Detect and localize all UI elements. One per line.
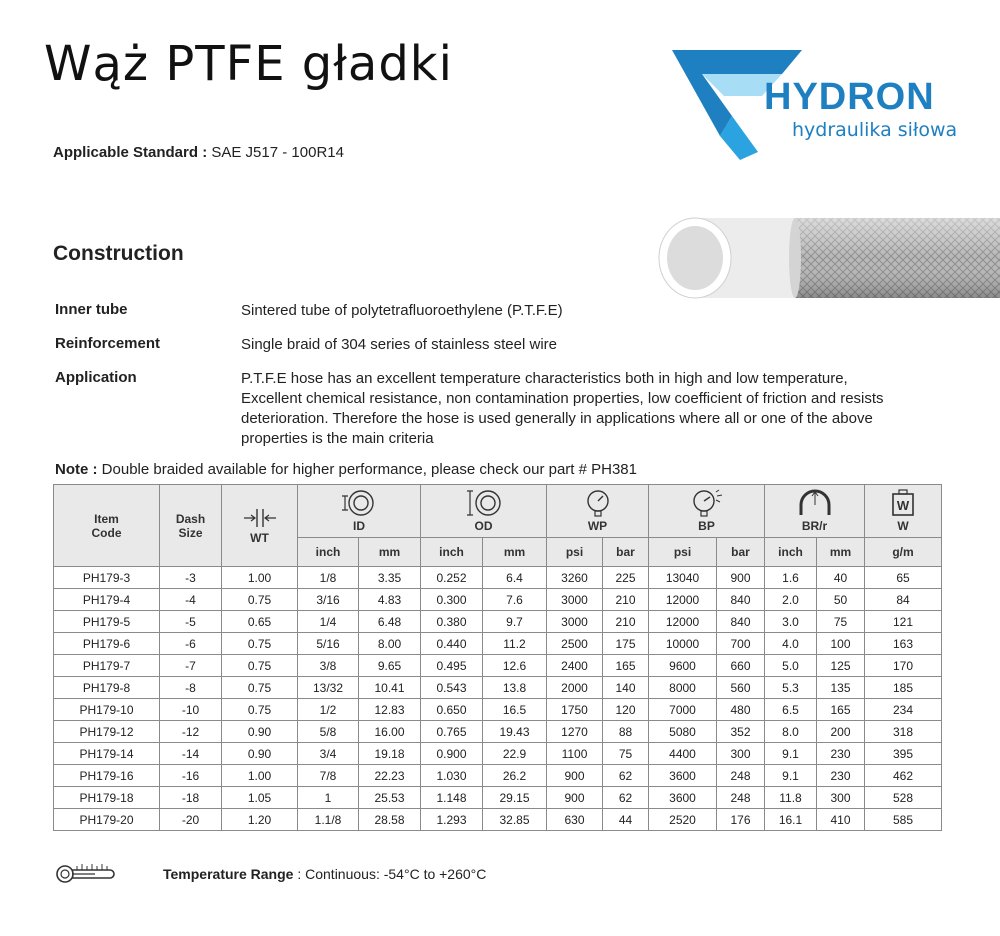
- table-cell: 75: [817, 611, 865, 633]
- table-cell: 1.1/8: [298, 809, 359, 831]
- note: [55, 461, 637, 478]
- table-cell: 0.65: [222, 611, 298, 633]
- table-cell: 5080: [649, 721, 717, 743]
- table-cell: 3.35: [359, 567, 421, 589]
- table-cell: 50: [817, 589, 865, 611]
- table-cell: 1.030: [421, 765, 483, 787]
- table-cell: 9.65: [359, 655, 421, 677]
- table-cell: 3000: [547, 611, 603, 633]
- reinforcement-value: Single braid of 304 series of stainless steel wire: [241, 336, 557, 353]
- table-cell: 7000: [649, 699, 717, 721]
- table-row: [54, 589, 942, 611]
- bend-radius-icon: [795, 489, 835, 517]
- table-cell: 0.90: [222, 743, 298, 765]
- table-cell: 0.495: [421, 655, 483, 677]
- temperature-value: : Continuous: -54°C to +260°C: [297, 866, 487, 882]
- table-cell: 9.7: [483, 611, 547, 633]
- table-cell: -7: [160, 655, 222, 677]
- table-cell: 840: [717, 589, 765, 611]
- table-cell: PH179-3: [54, 567, 160, 589]
- table-cell: 210: [603, 611, 649, 633]
- inner-diameter-icon: [339, 489, 379, 517]
- table-cell: 65: [865, 567, 942, 589]
- table-cell: PH179-7: [54, 655, 160, 677]
- header-wp: [547, 485, 649, 538]
- table-cell: 234: [865, 699, 942, 721]
- table-cell: -18: [160, 787, 222, 809]
- note-label: Note :: [55, 461, 98, 478]
- table-cell: 9.1: [765, 743, 817, 765]
- table-cell: 5/8: [298, 721, 359, 743]
- header-w: [865, 485, 942, 538]
- table-cell: -12: [160, 721, 222, 743]
- table-cell: 3/16: [298, 589, 359, 611]
- temperature-label: Temperature Range: [163, 866, 294, 882]
- table-cell: 560: [717, 677, 765, 699]
- unit-header: bar: [717, 538, 765, 567]
- table-cell: 2000: [547, 677, 603, 699]
- unit-header: bar: [603, 538, 649, 567]
- table-cell: 230: [817, 743, 865, 765]
- table-cell: 3260: [547, 567, 603, 589]
- table-cell: 170: [865, 655, 942, 677]
- table-cell: 225: [603, 567, 649, 589]
- table-cell: 900: [547, 765, 603, 787]
- table-cell: 0.90: [222, 721, 298, 743]
- burst-gauge-icon: [689, 489, 725, 517]
- table-cell: 585: [865, 809, 942, 831]
- table-cell: 5.3: [765, 677, 817, 699]
- table-cell: 165: [817, 699, 865, 721]
- table-cell: -5: [160, 611, 222, 633]
- table-cell: 1750: [547, 699, 603, 721]
- table-cell: 1.6: [765, 567, 817, 589]
- table-cell: 2500: [547, 633, 603, 655]
- table-cell: 0.75: [222, 655, 298, 677]
- table-cell: 62: [603, 787, 649, 809]
- table-cell: -20: [160, 809, 222, 831]
- table-cell: 300: [817, 787, 865, 809]
- table-cell: 1270: [547, 721, 603, 743]
- table-cell: 9.1: [765, 765, 817, 787]
- unit-header: inch: [765, 538, 817, 567]
- table-row: [54, 743, 942, 765]
- table-cell: 22.9: [483, 743, 547, 765]
- table-cell: 25.53: [359, 787, 421, 809]
- table-cell: 16.5: [483, 699, 547, 721]
- table-cell: 352: [717, 721, 765, 743]
- w-label: W: [897, 519, 909, 533]
- table-cell: 125: [817, 655, 865, 677]
- table-cell: 5.0: [765, 655, 817, 677]
- table-row: [54, 677, 942, 699]
- standard-value: SAE J517 - 100R14: [211, 144, 344, 161]
- table-cell: 7.6: [483, 589, 547, 611]
- table-row: [54, 611, 942, 633]
- table-cell: -14: [160, 743, 222, 765]
- weight-icon: [890, 489, 916, 517]
- table-cell: -16: [160, 765, 222, 787]
- table-cell: PH179-4: [54, 589, 160, 611]
- table-cell: 75: [603, 743, 649, 765]
- table-cell: 1.00: [222, 765, 298, 787]
- table-cell: 4400: [649, 743, 717, 765]
- table-cell: -8: [160, 677, 222, 699]
- table-cell: 318: [865, 721, 942, 743]
- unit-header: psi: [649, 538, 717, 567]
- table-cell: 121: [865, 611, 942, 633]
- temperature-range: [163, 866, 486, 882]
- header-bp: [649, 485, 765, 538]
- table-cell: 16.00: [359, 721, 421, 743]
- table-row: [54, 699, 942, 721]
- table-row: [54, 765, 942, 787]
- thermometer-icon: [55, 858, 115, 886]
- table-row: [54, 721, 942, 743]
- application-value: [241, 369, 941, 449]
- applicable-standard: [53, 144, 344, 161]
- table-cell: 840: [717, 611, 765, 633]
- table-cell: 88: [603, 721, 649, 743]
- table-cell: 1100: [547, 743, 603, 765]
- logo-name: HYDRON: [764, 76, 935, 118]
- table-cell: PH179-8: [54, 677, 160, 699]
- table-cell: 8000: [649, 677, 717, 699]
- table-cell: PH179-18: [54, 787, 160, 809]
- application-line: Excellent chemical resistance, non contamination properties, low coefficient of friction and resists: [241, 390, 884, 407]
- header-br: [765, 485, 865, 538]
- table-cell: -3: [160, 567, 222, 589]
- outer-diameter-icon: [464, 489, 504, 517]
- table-cell: 2400: [547, 655, 603, 677]
- table-cell: 26.2: [483, 765, 547, 787]
- table-cell: PH179-20: [54, 809, 160, 831]
- pressure-gauge-icon: [583, 489, 613, 517]
- table-cell: PH179-12: [54, 721, 160, 743]
- table-cell: 480: [717, 699, 765, 721]
- table-cell: 0.440: [421, 633, 483, 655]
- table-cell: 0.75: [222, 677, 298, 699]
- specification-table: [53, 484, 942, 831]
- table-cell: 13040: [649, 567, 717, 589]
- table-cell: 22.23: [359, 765, 421, 787]
- table-row: [54, 809, 942, 831]
- table-cell: 0.75: [222, 699, 298, 721]
- table-cell: 6.5: [765, 699, 817, 721]
- table-cell: -6: [160, 633, 222, 655]
- wp-label: WP: [587, 519, 608, 533]
- table-cell: 8.0: [765, 721, 817, 743]
- table-cell: 11.8: [765, 787, 817, 809]
- table-cell: 1: [298, 787, 359, 809]
- id-label: ID: [353, 519, 365, 533]
- table-cell: 410: [817, 809, 865, 831]
- logo-tagline: hydraulika siłowa: [792, 119, 958, 141]
- table-cell: 175: [603, 633, 649, 655]
- table-cell: 0.380: [421, 611, 483, 633]
- note-text: Double braided available for higher performance, please check our part # PH381: [101, 461, 637, 478]
- hose-image: [655, 212, 1000, 304]
- table-cell: 32.85: [483, 809, 547, 831]
- table-row: [54, 655, 942, 677]
- table-cell: 3/8: [298, 655, 359, 677]
- table-cell: 3/4: [298, 743, 359, 765]
- table-cell: PH179-6: [54, 633, 160, 655]
- header-id: [298, 485, 421, 538]
- table-cell: 135: [817, 677, 865, 699]
- table-cell: PH179-16: [54, 765, 160, 787]
- table-cell: 163: [865, 633, 942, 655]
- table-cell: 1.293: [421, 809, 483, 831]
- table-cell: 700: [717, 633, 765, 655]
- table-cell: 19.18: [359, 743, 421, 765]
- unit-header: psi: [547, 538, 603, 567]
- table-cell: 28.58: [359, 809, 421, 831]
- table-cell: 2.0: [765, 589, 817, 611]
- svg-text:W: W: [896, 498, 910, 513]
- table-cell: 120: [603, 699, 649, 721]
- table-cell: 19.43: [483, 721, 547, 743]
- table-cell: 4.83: [359, 589, 421, 611]
- table-cell: 12.6: [483, 655, 547, 677]
- inner-tube-value: Sintered tube of polytetrafluoroethylene (P.T.F.E): [241, 302, 563, 319]
- header-wt: [222, 485, 298, 567]
- table-cell: 13/32: [298, 677, 359, 699]
- unit-header: mm: [817, 538, 865, 567]
- table-cell: 6.48: [359, 611, 421, 633]
- table-cell: 0.765: [421, 721, 483, 743]
- table-cell: PH179-14: [54, 743, 160, 765]
- table-cell: PH179-10: [54, 699, 160, 721]
- table-cell: 528: [865, 787, 942, 809]
- table-cell: 7/8: [298, 765, 359, 787]
- table-cell: 100: [817, 633, 865, 655]
- table-cell: 1.05: [222, 787, 298, 809]
- table-cell: 13.8: [483, 677, 547, 699]
- table-cell: 2520: [649, 809, 717, 831]
- header-od: [421, 485, 547, 538]
- table-cell: 62: [603, 765, 649, 787]
- table-cell: 3600: [649, 787, 717, 809]
- application-label: Application: [55, 369, 137, 386]
- bp-label: BP: [698, 519, 715, 533]
- table-cell: 3.0: [765, 611, 817, 633]
- table-cell: 248: [717, 765, 765, 787]
- table-cell: 0.650: [421, 699, 483, 721]
- table-cell: 630: [547, 809, 603, 831]
- table-cell: 185: [865, 677, 942, 699]
- table-cell: 0.543: [421, 677, 483, 699]
- unit-header: inch: [298, 538, 359, 567]
- unit-header: inch: [421, 538, 483, 567]
- wt-label: WT: [250, 530, 269, 545]
- table-cell: 660: [717, 655, 765, 677]
- table-row: [54, 567, 942, 589]
- table-cell: 3000: [547, 589, 603, 611]
- page-title: Wąż PTFE gładki: [44, 36, 453, 92]
- table-cell: 12.83: [359, 699, 421, 721]
- table-cell: 176: [717, 809, 765, 831]
- table-cell: 248: [717, 787, 765, 809]
- table-row: [54, 633, 942, 655]
- inner-tube-label: Inner tube: [55, 301, 128, 318]
- table-cell: 40: [817, 567, 865, 589]
- unit-header: mm: [359, 538, 421, 567]
- table-cell: -10: [160, 699, 222, 721]
- table-cell: 300: [717, 743, 765, 765]
- table-cell: 6.4: [483, 567, 547, 589]
- table-cell: 10000: [649, 633, 717, 655]
- table-cell: 44: [603, 809, 649, 831]
- table-cell: 84: [865, 589, 942, 611]
- table-cell: 1.148: [421, 787, 483, 809]
- table-cell: 165: [603, 655, 649, 677]
- table-cell: 0.300: [421, 589, 483, 611]
- table-cell: 200: [817, 721, 865, 743]
- table-cell: 210: [603, 589, 649, 611]
- table-cell: 230: [817, 765, 865, 787]
- header-item-code: Item Code: [54, 485, 160, 567]
- table-cell: 16.1: [765, 809, 817, 831]
- application-line: deterioration. Therefore the hose is used generally in applications where all or one of the above: [241, 410, 873, 427]
- br-label: BR/r: [801, 519, 828, 533]
- od-label: OD: [474, 519, 493, 533]
- table-cell: 9600: [649, 655, 717, 677]
- reinforcement-label: Reinforcement: [55, 335, 161, 352]
- wall-thickness-icon: [242, 507, 278, 529]
- table-cell: 395: [865, 743, 942, 765]
- table-cell: 1/8: [298, 567, 359, 589]
- table-cell: 1.00: [222, 567, 298, 589]
- table-cell: 462: [865, 765, 942, 787]
- table-cell: 4.0: [765, 633, 817, 655]
- table-cell: PH179-5: [54, 611, 160, 633]
- table-cell: 5/16: [298, 633, 359, 655]
- table-cell: 1.20: [222, 809, 298, 831]
- table-cell: 11.2: [483, 633, 547, 655]
- table-cell: 8.00: [359, 633, 421, 655]
- application-line: properties is the main criteria: [241, 430, 434, 447]
- table-cell: -4: [160, 589, 222, 611]
- table-cell: 0.75: [222, 589, 298, 611]
- standard-label: Applicable Standard :: [53, 144, 208, 161]
- table-cell: 0.252: [421, 567, 483, 589]
- table-cell: 0.900: [421, 743, 483, 765]
- table-cell: 12000: [649, 611, 717, 633]
- header-dash-size: Dash Size: [160, 485, 222, 567]
- table-cell: 10.41: [359, 677, 421, 699]
- table-cell: 900: [547, 787, 603, 809]
- construction-heading: Construction: [53, 242, 184, 265]
- table-cell: 12000: [649, 589, 717, 611]
- table-row: [54, 787, 942, 809]
- unit-header: mm: [483, 538, 547, 567]
- table-cell: 3600: [649, 765, 717, 787]
- application-line: P.T.F.E hose has an excellent temperature characteristics both in high and low temperature,: [241, 370, 848, 387]
- table-cell: 1/2: [298, 699, 359, 721]
- table-cell: 140: [603, 677, 649, 699]
- unit-header: g/m: [865, 538, 942, 567]
- table-cell: 0.75: [222, 633, 298, 655]
- table-cell: 1/4: [298, 611, 359, 633]
- table-cell: 29.15: [483, 787, 547, 809]
- table-cell: 900: [717, 567, 765, 589]
